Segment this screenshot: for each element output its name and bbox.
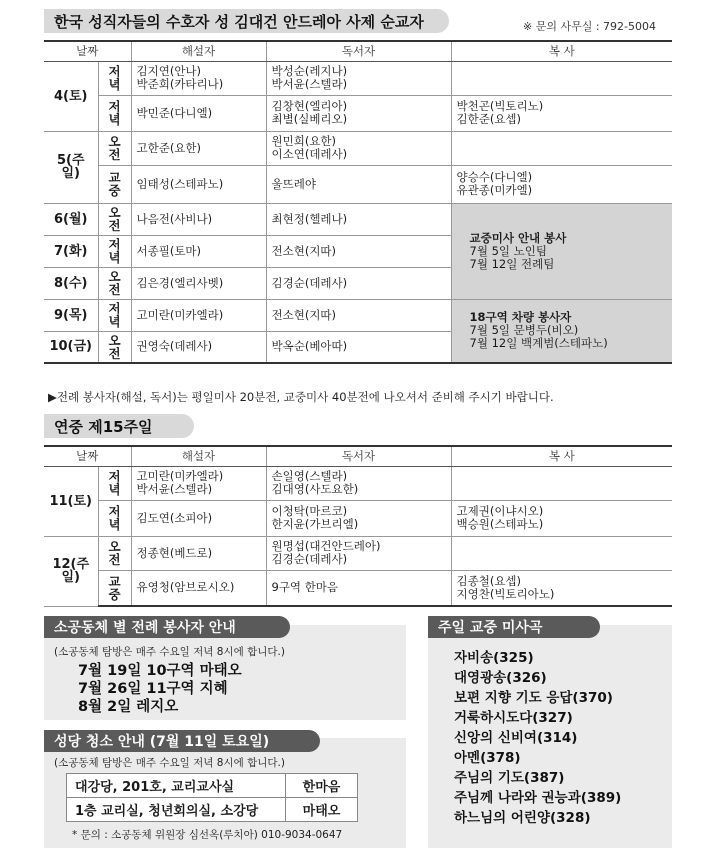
list-item: 보편 지향 기도 응답(370) [454,690,613,706]
list-item: 대영광송(326) [454,670,547,686]
table-row [44,95,672,131]
server-cell [451,536,672,570]
schedule-table-week2 [44,445,672,607]
time-cell: 저녁 [98,299,131,331]
table-row [44,500,672,536]
reader-cell: 이청탁(마르코) 한지윤(가브리엘) [266,500,451,536]
reader-cell: 김창현(엘리아) 최별(실베리오) [266,95,451,131]
table-row [44,466,672,500]
time-cell: 저녁 [98,95,131,131]
commentator-cell: 서종필(토마) [131,235,266,267]
server-cell [451,131,672,165]
community-note: (소공동체 탐방은 매주 수요일 저녁 8시에 합니다.) [54,646,285,658]
commentator-cell: 김지연(안나) 박준희(카타리나) [131,61,266,95]
table-row [44,570,672,606]
table-row [67,774,358,798]
server-cell: 박천곤(빅토리노) 김한준(요셉) [451,95,672,131]
time-cell: 오전 [98,267,131,299]
page-title-banner [44,9,449,33]
list-item: 7월 26일 11구역 지혜 [78,681,228,697]
commentator-cell: 고미란(미카엘라) [131,299,266,331]
reader-cell: 원민희(요한) 이소연(데레사) [266,131,451,165]
list-item: 8월 2일 레지오 [78,699,179,715]
time-cell: 오전 [98,331,131,363]
server-cell [451,61,672,95]
table-row [44,131,672,165]
community-title: 소공동체 별 전례 봉사자 안내 [54,620,236,636]
list-item: 자비송(325) [454,650,534,666]
server-cell: 김종철(요셉) 지영찬(빅토리아노) [451,570,672,606]
col-server: 복 사 [451,41,672,61]
commentator-cell: 유영청(암브로시오) [131,570,266,606]
cleaning-title-banner [44,730,320,752]
day-cell: 8(수) [44,267,98,299]
section-title-banner [44,414,194,438]
reader-cell: 전소현(지따) [266,299,451,331]
group-cell: 한마음 [286,774,358,798]
server-cell: 고제권(이냐시오) 백승원(스테파노) [451,500,672,536]
table-row [44,61,672,95]
col-commentator: 해설자 [131,446,266,466]
col-reader: 독서자 [266,446,451,466]
reader-cell: 박옥순(베아따) [266,331,451,363]
reader-cell: 박성순(레지나) 박서윤(스텔라) [266,61,451,95]
time-cell: 저녁 [98,61,131,95]
community-list [78,662,242,716]
day-cell: 9(목) [44,299,98,331]
list-item: 7월 19일 10구역 마태오 [78,663,242,679]
commentator-cell: 김도연(소피아) [131,500,266,536]
time-cell: 오전 [98,203,131,235]
place-cell: 대강당, 201호, 교리교사실 [67,774,286,798]
hymns-list [454,648,621,828]
commentator-cell: 박민준(다니엘) [131,95,266,131]
commentator-cell: 고한준(요한) [131,131,266,165]
day-cell: 6(월) [44,203,98,235]
reader-cell: 손일영(스텔라) 김대영(사도요한) [266,466,451,500]
table-row [44,203,672,235]
server-cell: 양승수(다니엘) 유관종(미카엘) [451,165,672,203]
col-server: 복 사 [451,446,672,466]
commentator-cell: 나음전(사비나) [131,203,266,235]
list-item: 거룩하시도다(327) [454,710,573,726]
reader-cell: 원명섭(대건안드레아) 김경순(데레사) [266,536,451,570]
schedule-table-week1 [44,40,672,364]
commentator-cell: 권영숙(데레사) [131,331,266,363]
list-item: 주님께 나라와 권능과(389) [454,790,622,806]
group-cell: 마태오 [286,798,358,822]
cleaning-title: 성당 청소 안내 (7월 11일 토요일) [54,734,270,750]
commentator-cell: 고미란(미카엘라) 박서윤(스텔라) [131,466,266,500]
place-cell: 1층 교리실, 청년회의실, 소강당 [67,798,286,822]
community-title-banner [44,616,290,638]
hymns-title-banner [428,616,600,638]
table-row [44,536,672,570]
hymns-title: 주일 교중 미사곡 [438,620,543,636]
commentator-cell: 김은경(엘리사벳) [131,267,266,299]
col-date: 날짜 [44,446,131,466]
table-row [44,299,672,331]
cleaning-note: (소공동체 탐방은 매주 수요일 저녁 8시에 합니다.) [54,757,285,769]
time-cell: 저녁 [98,500,131,536]
commentator-cell: 임태성(스테파노) [131,165,266,203]
table-row [44,165,672,203]
day-cell: 10(금) [44,331,98,363]
table-row [67,798,358,822]
commentator-cell: 정종현(베드로) [131,536,266,570]
day-cell: 11(토) [44,466,98,536]
reader-cell: 김경순(데레사) [266,267,451,299]
col-commentator: 해설자 [131,41,266,61]
time-cell: 오전 [98,131,131,165]
list-item: 하느님의 어린양(328) [454,810,591,826]
cleaning-table [66,773,358,822]
list-item: 주님의 기도(387) [454,770,565,786]
server-notice: ▶전례 봉사자(해설, 독서)는 평일미사 20분전, 교중미사 40분전에 나오셔서 준비해 주시기 바랍니다. [48,390,554,404]
list-item: 신앙의 신비여(314) [454,730,578,746]
time-cell: 교중 [98,165,131,203]
section-title: 연중 제15주일 [54,417,153,436]
col-reader: 독서자 [266,41,451,61]
time-cell: 교중 [98,570,131,606]
server-cell [451,466,672,500]
list-item: 아멘(378) [454,750,521,766]
guide-box: 교중미사 안내 봉사 7월 5일 노인팀 7월 12일 전례팀 [451,203,672,299]
time-cell: 오전 [98,536,131,570]
day-cell: 4(토) [44,61,98,131]
day-cell: 5(주일) [44,131,98,203]
reader-cell: 전소현(지따) [266,235,451,267]
reader-cell: 울뜨레야 [266,165,451,203]
reader-cell: 최현정(헬레나) [266,203,451,235]
time-cell: 저녁 [98,235,131,267]
cleaning-contact: * 문의 : 소공동체 위원장 심선옥(루치아) 010-9034-0647 [72,829,343,841]
contact-office: ※ 문의 사무실 : 792-5004 [523,20,656,33]
reader-cell: 9구역 한마음 [266,570,451,606]
col-date: 날짜 [44,41,131,61]
page-title: 한국 성직자들의 수호자 성 김대건 안드레아 사제 순교자 [54,12,424,31]
driver-box: 18구역 차량 봉사자 7월 5일 문병두(비오) 7월 12일 백계범(스테파노) [451,299,672,363]
day-cell: 12(주일) [44,536,98,606]
time-cell: 저녁 [98,466,131,500]
day-cell: 7(화) [44,235,98,267]
